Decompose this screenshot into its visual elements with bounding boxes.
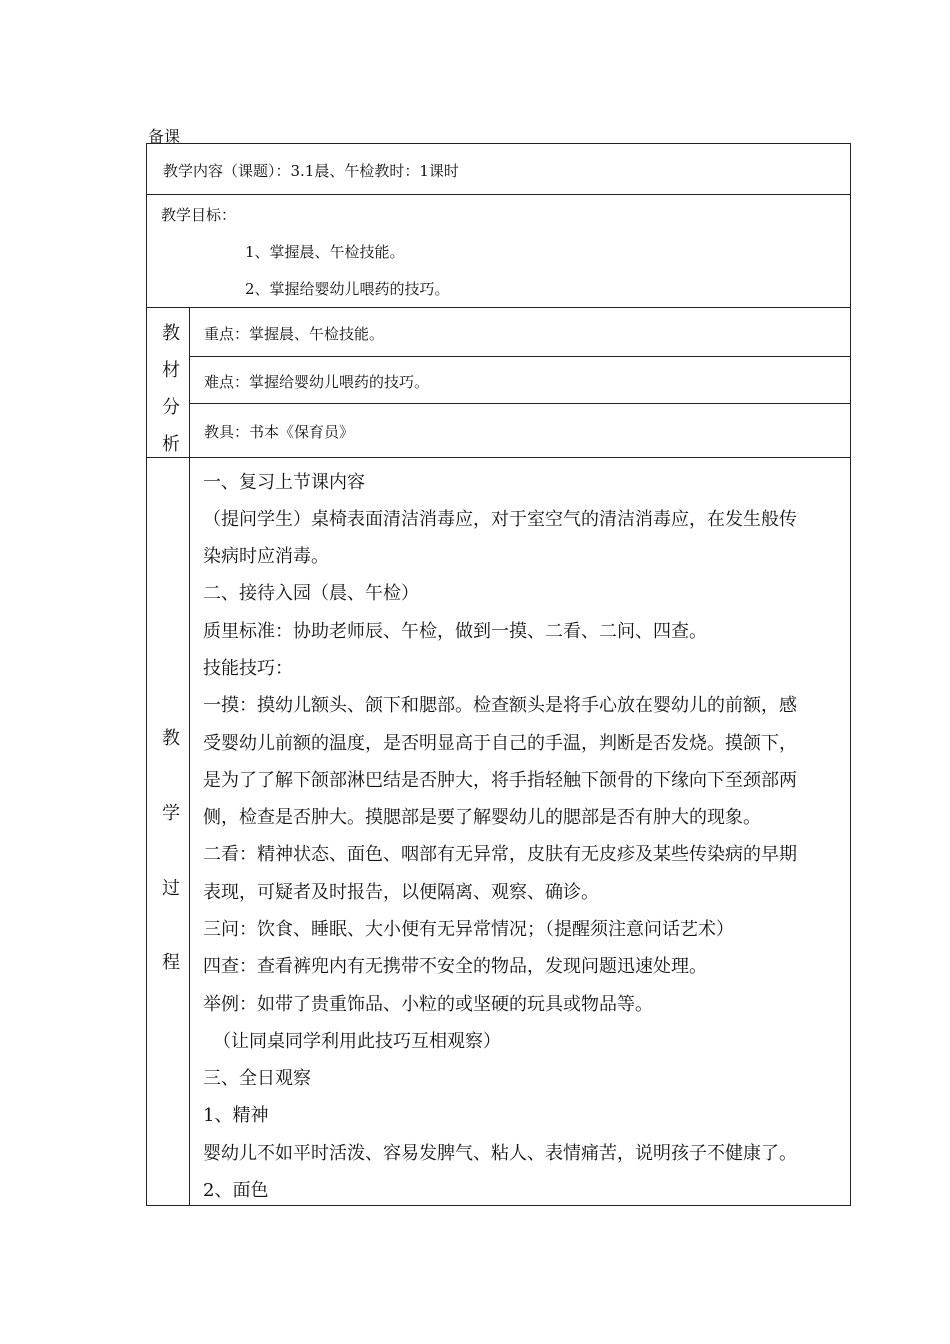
lesson-topic: 教学内容（课题）：3.1晨、午检教时：1课时 [163, 162, 459, 180]
process-line: 侧，检查是否肿大。摸腮部是要了解婴幼儿的腮部是否有肿大的现象。 [203, 807, 761, 828]
column-divider [189, 307, 190, 1205]
process-line: 2、面色 [203, 1180, 269, 1201]
process-line: 是为了了解下颌部淋巴结是否肿大，将手指轻触下颌骨的下缘向下至颈部两 [203, 770, 797, 791]
process-line: （让同桌同学利用此技巧互相观察） [213, 1031, 501, 1052]
row-divider [147, 457, 850, 458]
key-point: 重点：掌握晨、午检技能。 [204, 325, 385, 343]
process-side-char: 学 [162, 803, 180, 824]
process-line: （提问学生）桌椅表面清洁消毒应，对于室空气的清洁消毒应，在发生般传 [203, 509, 797, 530]
header-label: 备课 [148, 127, 181, 146]
difficulty-point: 难点：掌握给婴幼儿喂药的技巧。 [204, 373, 430, 391]
lesson-plan-table [146, 143, 851, 1206]
process-line: 三、全日观察 [203, 1068, 311, 1089]
process-line: 一摸：摸幼儿额头、颌下和腮部。检查额头是将手心放在婴幼儿的前额，感 [203, 695, 797, 716]
row-divider [147, 307, 850, 308]
process-line: 二、接待入园（晨、午检） [203, 583, 419, 604]
process-line: 婴幼儿不如平时活泼、容易发脾气、粘人、表情痛苦，说明孩子不健康了。 [203, 1143, 797, 1164]
process-side-char: 程 [162, 952, 180, 973]
analysis-side-char: 材 [162, 360, 180, 381]
process-line: 二看：精神状态、面色、咽部有无异常，皮肤有无皮疹及某些传染病的早期 [203, 844, 797, 865]
objective-item: 2、掌握给婴幼儿喂药的技巧。 [245, 280, 450, 298]
row-divider [190, 356, 850, 357]
analysis-side-char: 分 [162, 397, 180, 418]
process-line: 表现，可疑者及时报告，以便隔离、观察、确诊。 [203, 882, 599, 903]
process-line: 1、精神 [203, 1105, 269, 1126]
process-line: 染病时应消毒。 [203, 546, 329, 567]
process-line: 技能技巧： [203, 658, 293, 679]
process-line: 三问：饮食、睡眠、大小便有无异常情况；（提醒须注意问话艺术） [203, 919, 734, 940]
process-line: 举例：如带了贵重饰品、小粒的或坚硬的玩具或物品等。 [203, 994, 653, 1015]
analysis-side-char: 析 [162, 434, 180, 455]
analysis-side-char: 教 [162, 323, 180, 344]
process-line: 受婴幼儿前额的温度，是否明显高于自己的手温，判断是否发烧。摸颌下， [203, 733, 797, 754]
objective-item: 1、掌握晨、午检技能。 [245, 243, 405, 261]
objectives-label: 教学目标： [161, 206, 237, 224]
row-divider [190, 403, 850, 404]
row-divider [147, 194, 850, 195]
process-line: 一、复习上节课内容 [203, 472, 365, 493]
process-side-char: 过 [162, 878, 180, 899]
process-side-char: 教 [162, 728, 180, 749]
teaching-tools: 教具：书本《保育员》 [204, 423, 355, 441]
process-line: 四查：查看裤兜内有无携带不安全的物品，发现问题迅速处理。 [203, 956, 707, 977]
process-line: 质里标准：协助老师辰、午检，做到一摸、二看、二问、四查。 [203, 621, 707, 642]
